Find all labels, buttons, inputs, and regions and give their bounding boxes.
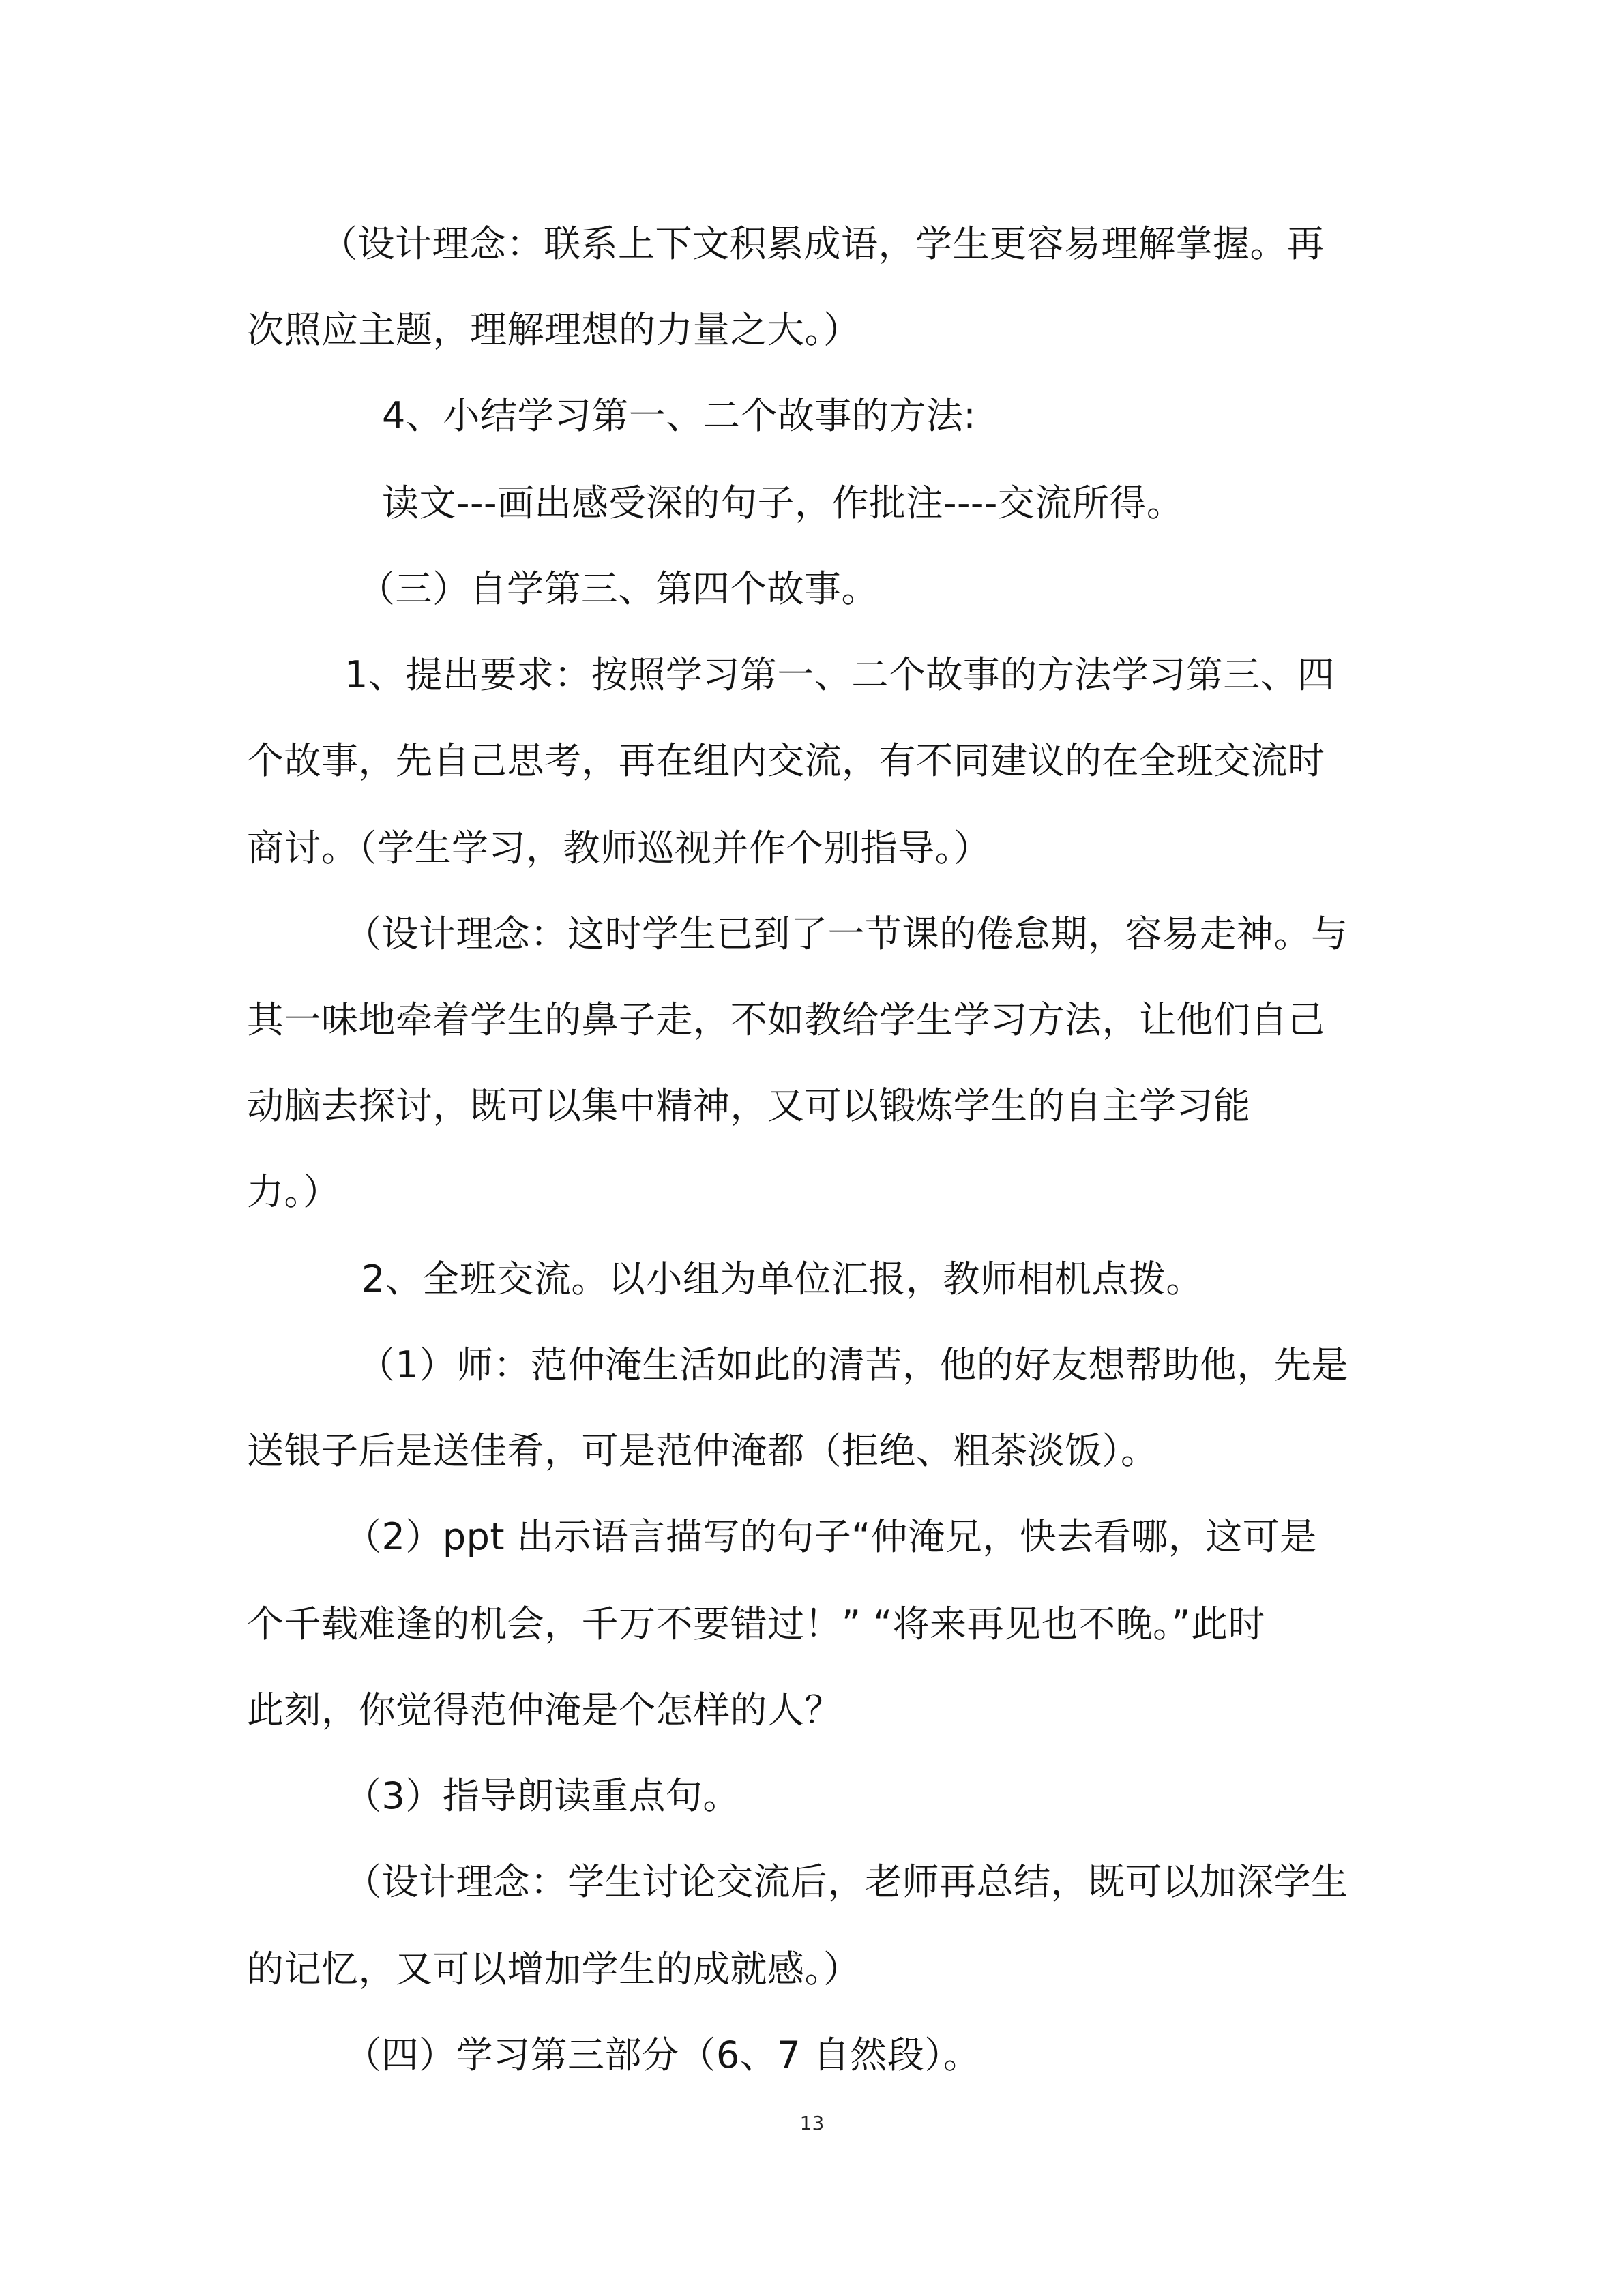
text-line: 4、小结学习第一、二个故事的方法: bbox=[382, 394, 977, 437]
text-line: 的记忆，又可以增加学生的成就感。） bbox=[247, 1948, 861, 1991]
text-line: 送银子后是送佳肴，可是范仲淹都（拒绝、粗茶淡饭）。 bbox=[247, 1429, 1158, 1472]
text-line: 动脑去探讨，既可以集中精神，又可以锻炼学生的自主学习能 bbox=[247, 1084, 1251, 1127]
text-line: （设计理念：学生讨论交流后，老师再总结，既可以加深学生 bbox=[344, 1860, 1348, 1903]
text-line: 次照应主题，理解理想的力量之大。） bbox=[247, 308, 861, 351]
text-line: （设计理念：联系上下文积累成语，学生更容易理解掌握。再 bbox=[321, 222, 1325, 265]
text-line: 2、全班交流。以小组为单位汇报，教师相机点拨。 bbox=[361, 1257, 1203, 1300]
text-line: （1）师：范仲淹生活如此的清苦，他的好友想帮助他，先是 bbox=[358, 1343, 1348, 1386]
text-line: （三）自学第三、第四个故事。 bbox=[358, 567, 879, 610]
text-line: 1、提出要求：按照学习第一、二个故事的方法学习第三、四 bbox=[344, 653, 1335, 696]
text-line: 其一味地牵着学生的鼻子走，不如教给学生学习方法，让他们自己 bbox=[247, 998, 1325, 1041]
text-line: （四）学习第三部分（6、7 自然段）。 bbox=[344, 2033, 981, 2076]
text-line: 个千载难逢的机会，千万不要错过！” “将来再见也不晚。”此时 bbox=[247, 1602, 1266, 1645]
text-line: 读文---画出感受深的句子，作批注----交流所得。 bbox=[382, 481, 1184, 524]
text-line: （设计理念：这时学生已到了一节课的倦怠期，容易走神。与 bbox=[344, 912, 1348, 955]
page-number: 13 bbox=[799, 2112, 825, 2134]
text-line: 此刻，你觉得范仲淹是个怎样的人？ bbox=[247, 1688, 842, 1731]
text-line: 力。） bbox=[247, 1170, 340, 1213]
text-line: 商讨。（学生学习，教师巡视并作个别指导。） bbox=[247, 826, 991, 869]
text-line: 个故事，先自己思考，再在组内交流，有不同建议的在全班交流时 bbox=[247, 739, 1325, 782]
text-line: （2）ppt 出示语言描写的句子“仲淹兄，快去看哪，这可是 bbox=[344, 1515, 1317, 1558]
text-line: （3）指导朗读重点句。 bbox=[344, 1774, 740, 1817]
